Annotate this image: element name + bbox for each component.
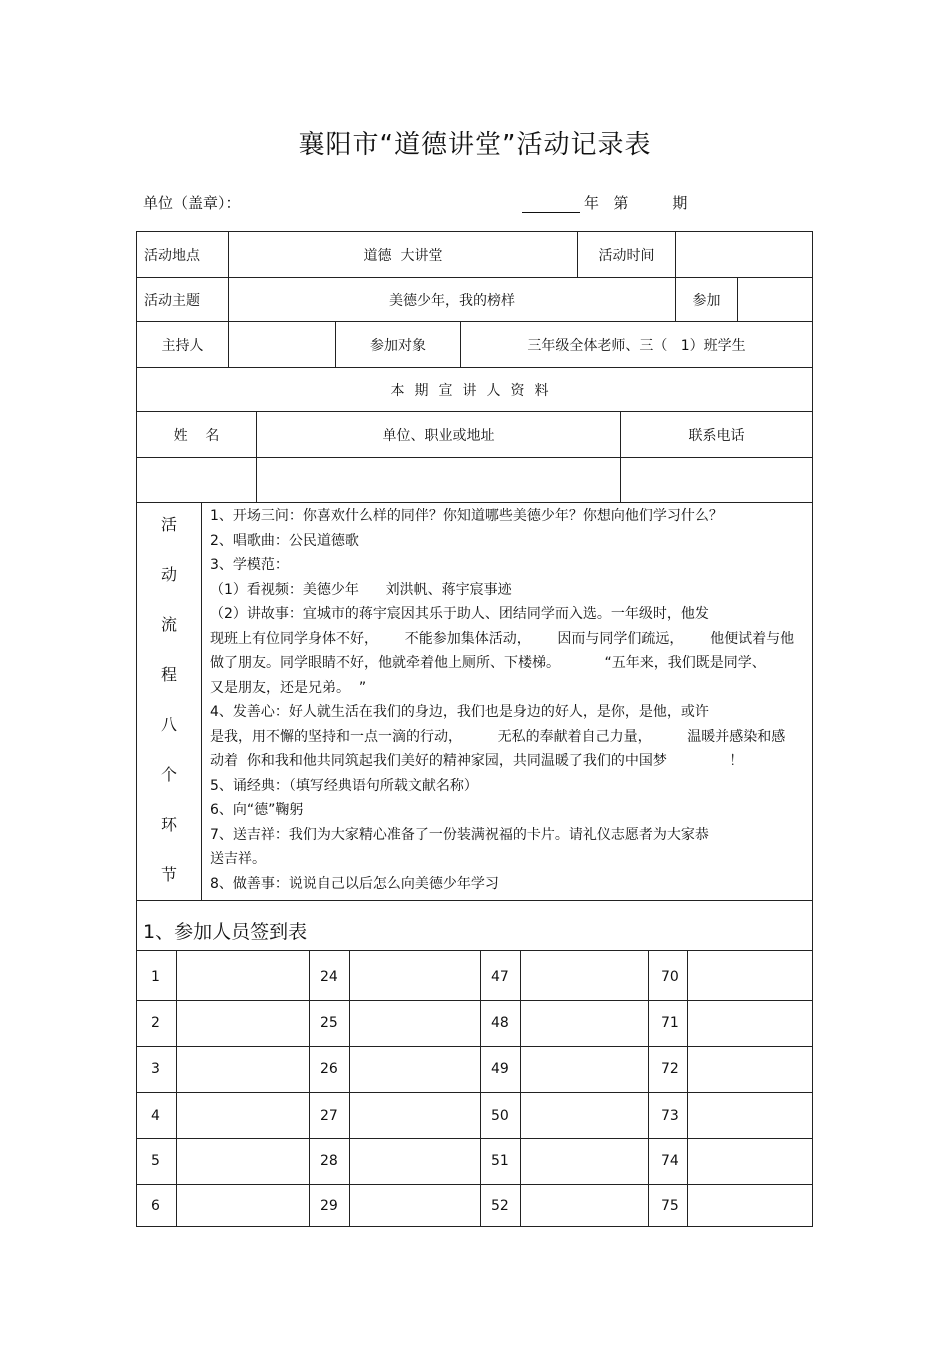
speaker-name-header: 姓 名 xyxy=(173,427,220,444)
signin-number: 24 xyxy=(320,969,338,985)
signin-number: 2 xyxy=(151,1015,160,1031)
flow-side-char: 八 xyxy=(160,715,177,734)
signin-number: 50 xyxy=(491,1108,509,1124)
flow-line: 6、向“德”鞠躬 xyxy=(210,802,304,818)
speaker-phone-header: 联系电话 xyxy=(688,427,745,444)
flow-line: 8、做善事：说说自己以后怎么向美德少年学习 xyxy=(210,875,499,892)
signin-number: 49 xyxy=(491,1061,509,1077)
theme-value[interactable]: 美德少年，我的榜样 xyxy=(389,292,515,309)
signin-number: 74 xyxy=(661,1153,679,1169)
flow-side-char: 动 xyxy=(160,565,177,584)
unit-seal-label: 单位（盖章）： xyxy=(143,194,241,212)
flow-line: 又是朋友，还是兄弟。 ” xyxy=(210,679,367,696)
flow-side-char: 节 xyxy=(160,865,177,884)
flow-line: 送吉祥。 xyxy=(210,851,266,867)
flow-line: 5、诵经典：（填写经典语句所载文献名称） xyxy=(210,777,478,794)
time-label: 活动时间 xyxy=(598,247,655,264)
signin-number: 28 xyxy=(320,1153,338,1169)
flow-line: 7、送吉祥：我们为大家精心准备了一份装满祝福的卡片。请礼仪志愿者为大家恭 xyxy=(210,826,709,843)
flow-side-char: 流 xyxy=(160,615,177,634)
flow-side-char: 活 xyxy=(160,515,177,534)
flow-line: 现班上有位同学身体不好， 不能参加集体活动， 因而与同学们疏远， 他便试着与他 xyxy=(210,630,795,647)
signin-number: 72 xyxy=(661,1061,679,1077)
year-label: 年 xyxy=(584,194,600,212)
signin-number: 4 xyxy=(151,1108,160,1124)
flow-text xyxy=(210,504,810,896)
signin-number: 1 xyxy=(151,969,160,985)
audience-value[interactable]: 三年级全体老师、三（ 1）班学生 xyxy=(527,337,746,354)
audience-label: 参加对象 xyxy=(370,337,426,354)
year-blank[interactable] xyxy=(522,198,580,213)
flow-side-char: 个 xyxy=(160,765,177,784)
speaker-section-title: 本期宣讲人资料 xyxy=(390,382,559,399)
flow-line: （2）讲故事：宜城市的蒋宇宸因其乐于助人、团结同学而入选。一年级时，他发 xyxy=(210,606,709,622)
signin-number: 48 xyxy=(491,1015,509,1031)
speaker-phone-input[interactable] xyxy=(621,458,812,502)
location-value[interactable]: 道德 大讲堂 xyxy=(363,247,443,264)
location-label: 活动地点 xyxy=(144,247,200,264)
flow-side-char: 程 xyxy=(160,665,177,684)
host-label: 主持人 xyxy=(161,337,204,354)
signin-number: 26 xyxy=(320,1061,338,1077)
signin-number: 73 xyxy=(661,1108,679,1124)
signin-number: 47 xyxy=(491,969,509,985)
flow-line: 2、唱歌曲：公民道德歌 xyxy=(210,532,359,549)
flow-line: 1、开场三问：你喜欢什么样的同伴？你知道哪些美德少年？你想向他们学习什么？ xyxy=(210,508,723,524)
flow-line: 是我，用不懈的坚持和一点一滴的行动， 无私的奉献着自己力量， 温暖并感染和感 xyxy=(210,728,786,745)
speaker-unit-input[interactable] xyxy=(257,458,620,502)
flow-line: 3、学模范： xyxy=(210,557,289,573)
signin-title: 1、参加人员签到表 xyxy=(143,921,308,943)
flow-line: 4、发善心：好人就生活在我们的身边，我们也是身边的好人，是你，是他，或许 xyxy=(210,704,709,720)
period-field xyxy=(522,192,687,213)
signin-number: 5 xyxy=(151,1153,160,1169)
signin-number: 51 xyxy=(491,1153,509,1169)
signin-number: 25 xyxy=(320,1015,338,1031)
signin-number: 75 xyxy=(661,1198,679,1214)
flow-line: （1）看视频：美德少年 刘洪帆、蒋宇宸事迹 xyxy=(210,581,512,598)
speaker-unit-header: 单位、职业或地址 xyxy=(382,427,495,444)
flow-side-label xyxy=(137,510,201,910)
flow-side-char: 环 xyxy=(160,815,177,834)
participate-label: 参加 xyxy=(692,292,721,309)
speaker-name-input[interactable] xyxy=(137,458,256,502)
signin-number: 6 xyxy=(151,1198,160,1214)
flow-line: 做了朋友。同学眼睛不好，他就牵着他上厕所、下楼梯。 “五年来，我们既是同学、 xyxy=(210,655,766,671)
time-value[interactable] xyxy=(676,232,812,277)
signin-number: 70 xyxy=(661,969,679,985)
signin-number: 71 xyxy=(661,1015,679,1031)
host-value[interactable] xyxy=(229,322,335,367)
page-title: 襄阳市“道德讲堂”活动记录表 xyxy=(298,130,652,160)
signin-number: 27 xyxy=(320,1108,338,1124)
signin-number: 29 xyxy=(320,1198,338,1214)
period-label: 期 xyxy=(672,194,688,212)
flow-line: 动着 你和我和他共同筑起我们美好的精神家园，共同温暖了我们的中国梦 ！ xyxy=(210,753,744,769)
issue-label: 第 xyxy=(613,194,629,212)
theme-label: 活动主题 xyxy=(144,292,200,309)
signin-number: 3 xyxy=(151,1061,160,1077)
participate-value[interactable] xyxy=(738,278,812,321)
signin-number: 52 xyxy=(491,1198,509,1214)
